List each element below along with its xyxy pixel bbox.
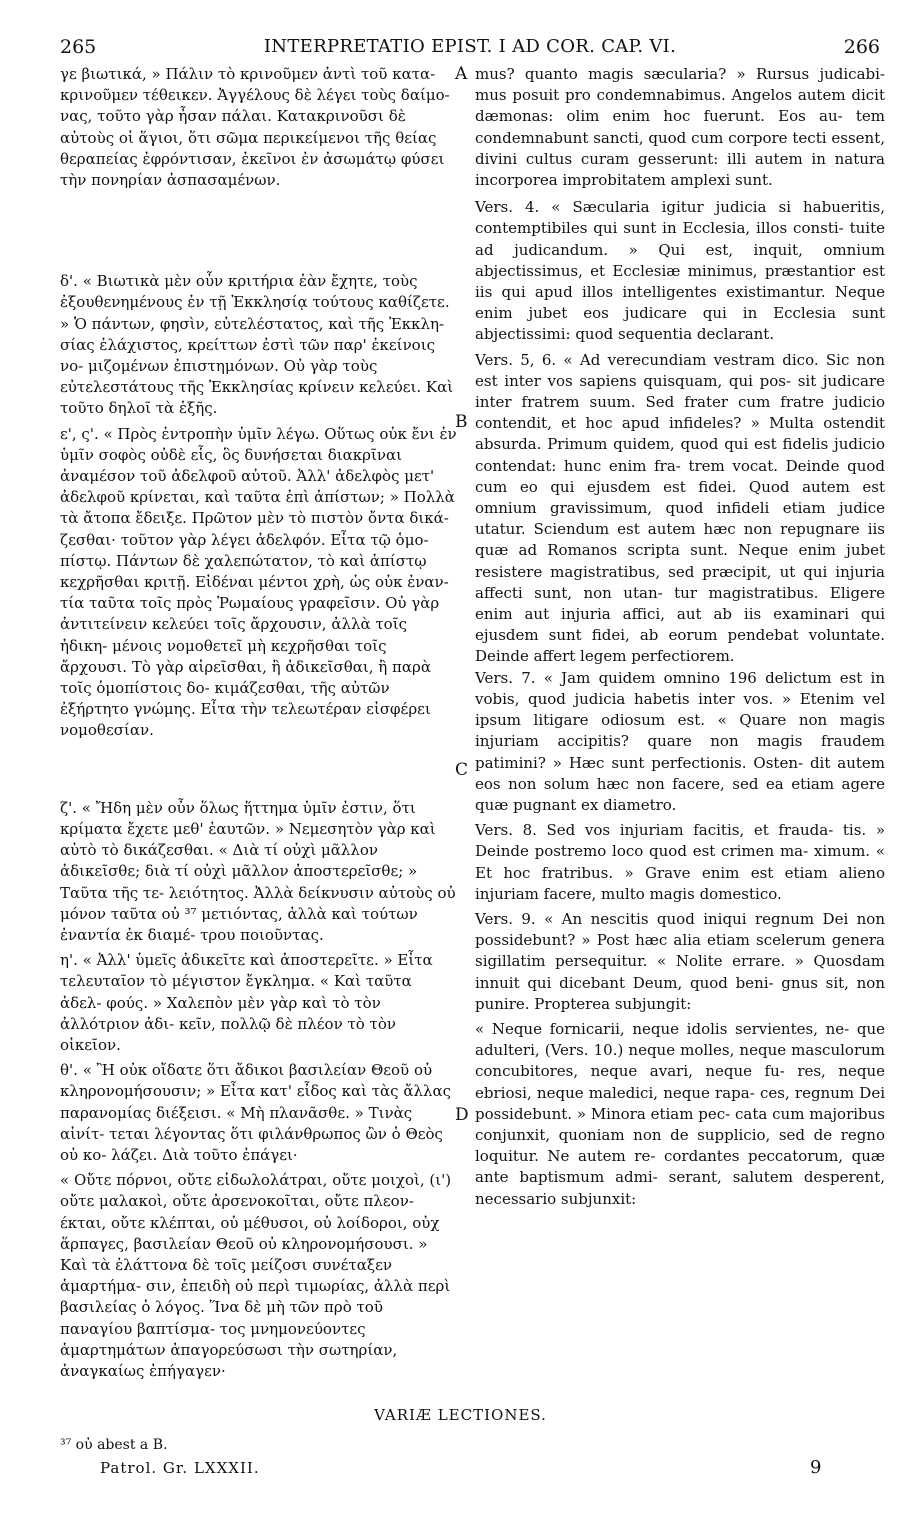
latin-paragraph: Vers. 8. Sed vos injuriam facitis, et frauda- tis. » Deinde postremo loco quod est crimen ma- ximum. « Et hoc fratribus. » Grave enim est etiam alieno injuriam facere, multo magis domestico. bbox=[475, 821, 885, 903]
latin-paragraph: mus? quanto magis sæcularia? » Rursus judicabi- mus posuit pro condemnabimus. Angelos autem dicit dæmonas: olim enim hoc fuerunt. Eos au- tem condemnabunt sancti, quod cum corpore tecti essent, divini cultus curam gesserunt: illi autem in natura incorporea improbitatem amplexi sunt. bbox=[475, 65, 885, 190]
latin-column bbox=[475, 64, 885, 1210]
page-number-right: 266 bbox=[843, 36, 880, 58]
greek-paragraph: ζ'. « Ἤδη μὲν οὖν ὅλως ἥττημα ὑμῖν ἐστιν, ὅτι κρίματα ἔχετε μεθ' ἑαυτῶν. » Νεμεσητὸν γὰρ καὶ αὐτὸ τὸ δικάζεσθαι. « Διὰ τί οὐχὶ μᾶλλον ἀδικεῖσθε; διὰ τί οὐχὶ μᾶλλον ἀποστερεῖσθε; » Ταῦτα τῆς τε- λειότητος. Ἀλλὰ δείκνυσιν αὐτοὺς οὐ μόνον ταῦτα οὐ ³⁷ μετιόντας, ἀλλὰ καὶ τούτων ἐναντία ἐκ διαμέ- τρου ποιοῦντας. bbox=[60, 798, 456, 944]
latin-paragraph: Vers. 7. « Jam quidem omnino 196 delictum est in vobis, quod judicia habetis inter vos. » Etenim vel ipsum litigare odiosum est. « Quare non magis injuriam accipitis? quare non magis fraudem patimini? » Hæc sunt perfectionis. Osten- dit autem eos non solum hæc non facere, sed ea etiam agere quæ pugnant ex diametro. bbox=[475, 668, 885, 814]
greek-paragraph: « Οὔτε πόρνοι, οὔτε εἰδωλολάτραι, οὔτε μοιχοὶ, (ι') οὔτε μαλακοὶ, οὔτε ἀρσενοκοῖται, οὔτε πλεον- έκται, οὔτε κλέπται, οὐ μέθυσοι, οὐ λοίδοροι, οὐχ ἅρπαγες, βασιλείαν Θεοῦ οὐ κληρονομήσουσι. » Καὶ τὰ ἐλάττονα δὲ τοῖς μείζοσι συνέταξεν ἁμαρτήμα- σιν, ἐπειδὴ οὐ περὶ τιμωρίας, ἀλλὰ περὶ βασιλείας ὁ λόγος. Ἵνα δὲ μὴ τῶν πρὸ τοῦ παναγίου βαπτίσμα- τος μνημονεύοντες ἁμαρτημάτων ἀπαγορεύσωσι τὴν σωτηρίαν, ἀναγκαίως ἐπήγαγεν· bbox=[60, 1171, 452, 1380]
latin-paragraph: Vers. 5, 6. « Ad verecundiam vestram dico. Sic non est inter vos sapiens quisquam, qui pos- sit judicare inter fratrem suum. Sed frater cum fratre judicio contendit, et hoc apud infideles? » Multa ostendit absurda. Primum quidem, quod qui est fidelis judicio contendat: hunc enim fra- trem vocat. Deinde quod cum eo qui ejusdem est fidei. Quod autem est omnium gravissimum, quod infideli etiam judice utatur. Sciendum est autem hæc non repugnare iis quæ ad Romanos scripta sunt. Neque enim jubet resistere magistratibus, sed præcipit, ut qui injuria affecti sunt, non utan- tur magistratibus. Eligere enim aut injuria affici, aut ab iis examinari qui ejusdem sunt fidei, ab eorum pendebat voluntate. Deinde affert legem perfectiorem. bbox=[475, 350, 885, 666]
running-header bbox=[60, 36, 880, 66]
greek-paragraph: γε βιωτικά, » Πάλιν τὸ κρινοῦμεν ἀντὶ τοῦ κατα- κρινοῦμεν τέθεικεν. Ἀγγέλους δὲ λέγει τοὺς δαίμο- νας, τοῦτο γὰρ ἦσαν πάλαι. Κατακρινοῦσι δὲ αὐτοὺς οἱ ἅγιοι, ὅτι σῶμα περικείμενοι τῆς θείας θεραπείας ἐφρόντισαν, ἐκεῖνοι ἐν ἀσωμάτῳ φύσει τὴν πονηρίαν ἀσπασαμένων. bbox=[60, 65, 450, 190]
latin-paragraph: Vers. 9. « An nescitis quod iniqui regnum Dei non possidebunt? » Post hæc alia etiam scelerum genera sigillatim persequitur. « Nolite errare. » Quosdam innuit qui dicebant Deum, quod beni- gnus sit, non punire. Propterea subjungit: bbox=[475, 909, 885, 1013]
page-number-left: 265 bbox=[60, 36, 97, 58]
footnote: ³⁷ οὐ abest a B. bbox=[60, 1437, 168, 1453]
section-marker-b: B bbox=[455, 412, 468, 432]
section-marker-d: D bbox=[455, 1105, 469, 1125]
running-title: INTERPRETATIO EPIST. I AD COR. CAP. VI. bbox=[263, 36, 677, 57]
greek-column bbox=[60, 64, 458, 1382]
greek-paragraph: ε', ς'. « Πρὸς ἐντροπὴν ὑμῖν λέγω. Οὕτως οὐκ ἔνι ἐν ὑμῖν σοφὸς οὐδὲ εἷς, ὃς δυνήσεται διακρῖναι ἀναμέσον τοῦ ἀδελφοῦ αὐτοῦ. Ἀλλ' ἀδελφὸς μετ' ἀδελφοῦ κρίνεται, καὶ ταῦτα ἐπὶ ἀπίστων; » Πολλὰ τὰ ἄτοπα ἔδειξε. Πρῶτον μὲν τὸ πιστὸν ὄντα δικά- ζεσθαι· τοῦτον γὰρ λέγει ἀδελφόν. Εἶτα τῷ ὁμο- πίστῳ. Πάντων δὲ χαλεπώτατον, τὸ καὶ ἀπίστῳ κεχρῆσθαι κριτῇ. Εἰδέναι μέντοι χρὴ, ὡς οὐκ ἐναν- τία ταῦτα τοῖς πρὸς Ῥωμαίους γραφεῖσιν. Οὐ γὰρ ἀντιτείνειν κελεύει τοῖς ἄρχουσιν, ἀλλὰ τοῖς ἠδικη- μένοις νομοθετεῖ μὴ κεχρῆσθαι τοῖς ἄρχουσι. Τὸ γὰρ αἱρεῖσθαι, ἢ ἀδικεῖσθαι, ἢ παρὰ τοῖς ὁμοπίστοις δο- κιμάζεσθαι, τῆς αὐτῶν ἐξήρτητο γνώμης. Εἶτα τὴν τελεωτέραν εἰσφέρει νομοθεσίαν. bbox=[60, 424, 457, 740]
greek-paragraph: θ'. « Ἢ οὐκ οἴδατε ὅτι ἄδικοι βασιλείαν Θεοῦ οὐ κληρονομήσουσιν; » Εἶτα κατ' εἶδος καὶ τὰς ἄλλας παρανομίας διέξεισι. « Μὴ πλανᾶσθε. » Τινὰς αἰνίτ- τεται λέγοντας ὅτι φιλάνθρωπος ὢν ὁ Θεὸς οὐ κο- λάζει. Διὰ τοῦτο ἐπάγει· bbox=[60, 1061, 452, 1164]
section-marker-a: A bbox=[455, 64, 468, 84]
section-marker-c: C bbox=[455, 760, 469, 780]
greek-paragraph: δ'. « Βιωτικὰ μὲν οὖν κριτήρια ἐὰν ἔχητε, τοὺς ἐξουθενημένους ἐν τῇ Ἐκκλησίᾳ τούτους καθίζετε. » Ὁ πάντων, φησὶν, εὐτελέστατος, καὶ τῆς Ἐκκλη- σίας ἐλάχιστος, κρείττων ἐστὶ τῶν παρ' ἐκείνοις νο- μιζομένων ἐπιστημόνων. Οὐ γὰρ τοὺς εὐτελεστάτους τῆς Ἐκκλησίας κρίνειν κελεύει. Καὶ τοῦτο δηλοῖ τὰ ἑξῆς. bbox=[60, 272, 454, 418]
greek-paragraph: η'. « Ἀλλ' ὑμεῖς ἀδικεῖτε καὶ ἀποστερεῖτε. » Εἶτα τελευταῖον τὸ μέγιστον ἔγκλημα. « Καὶ ταῦτα ἀδελ- φούς. » Χαλεπὸν μὲν γὰρ καὶ τὸ τὸν ἀλλότριον ἀδι- κεῖν, πολλῷ δὲ πλέον τὸ τὸν οἰκεῖον. bbox=[60, 951, 433, 1054]
variae-lectiones-heading: VARIÆ LECTIONES. bbox=[374, 1406, 547, 1424]
latin-paragraph: « Neque fornicarii, neque idolis servientes, ne- que adulteri, (Vers. 10.) neque molles, neque masculorum concubitores, neque avari, neque fu- res, neque ebriosi, neque maledici, neque rapa- ces, regnum Dei possidebunt. » Minora etiam pec- cata cum majoribus conjunxit, quoniam non de supplicio, sed de regno loquitur. Ne autem re- cordantes peccatorum, quæ ante baptismum admi- serant, salutem desperent, necessario subjunxit: bbox=[475, 1019, 885, 1208]
latin-paragraph: Vers. 4. « Sæcularia igitur judicia si habueritis, contemptibiles qui sunt in Ecclesia, illos consti- tuite ad judicandum. » Qui est, inquit, omnium abjectissimus, et Ecclesiæ minimus, præstantior est iis qui apud illos intelligentes existimantur. Neque enim jubet eos judicare qui in Ecclesia sunt abjectissimi: quod sequentia declarant. bbox=[475, 198, 885, 344]
series-signature: Patrol. Gr. LXXXII. bbox=[100, 1459, 260, 1477]
gathering-signature: 9 bbox=[810, 1457, 822, 1478]
